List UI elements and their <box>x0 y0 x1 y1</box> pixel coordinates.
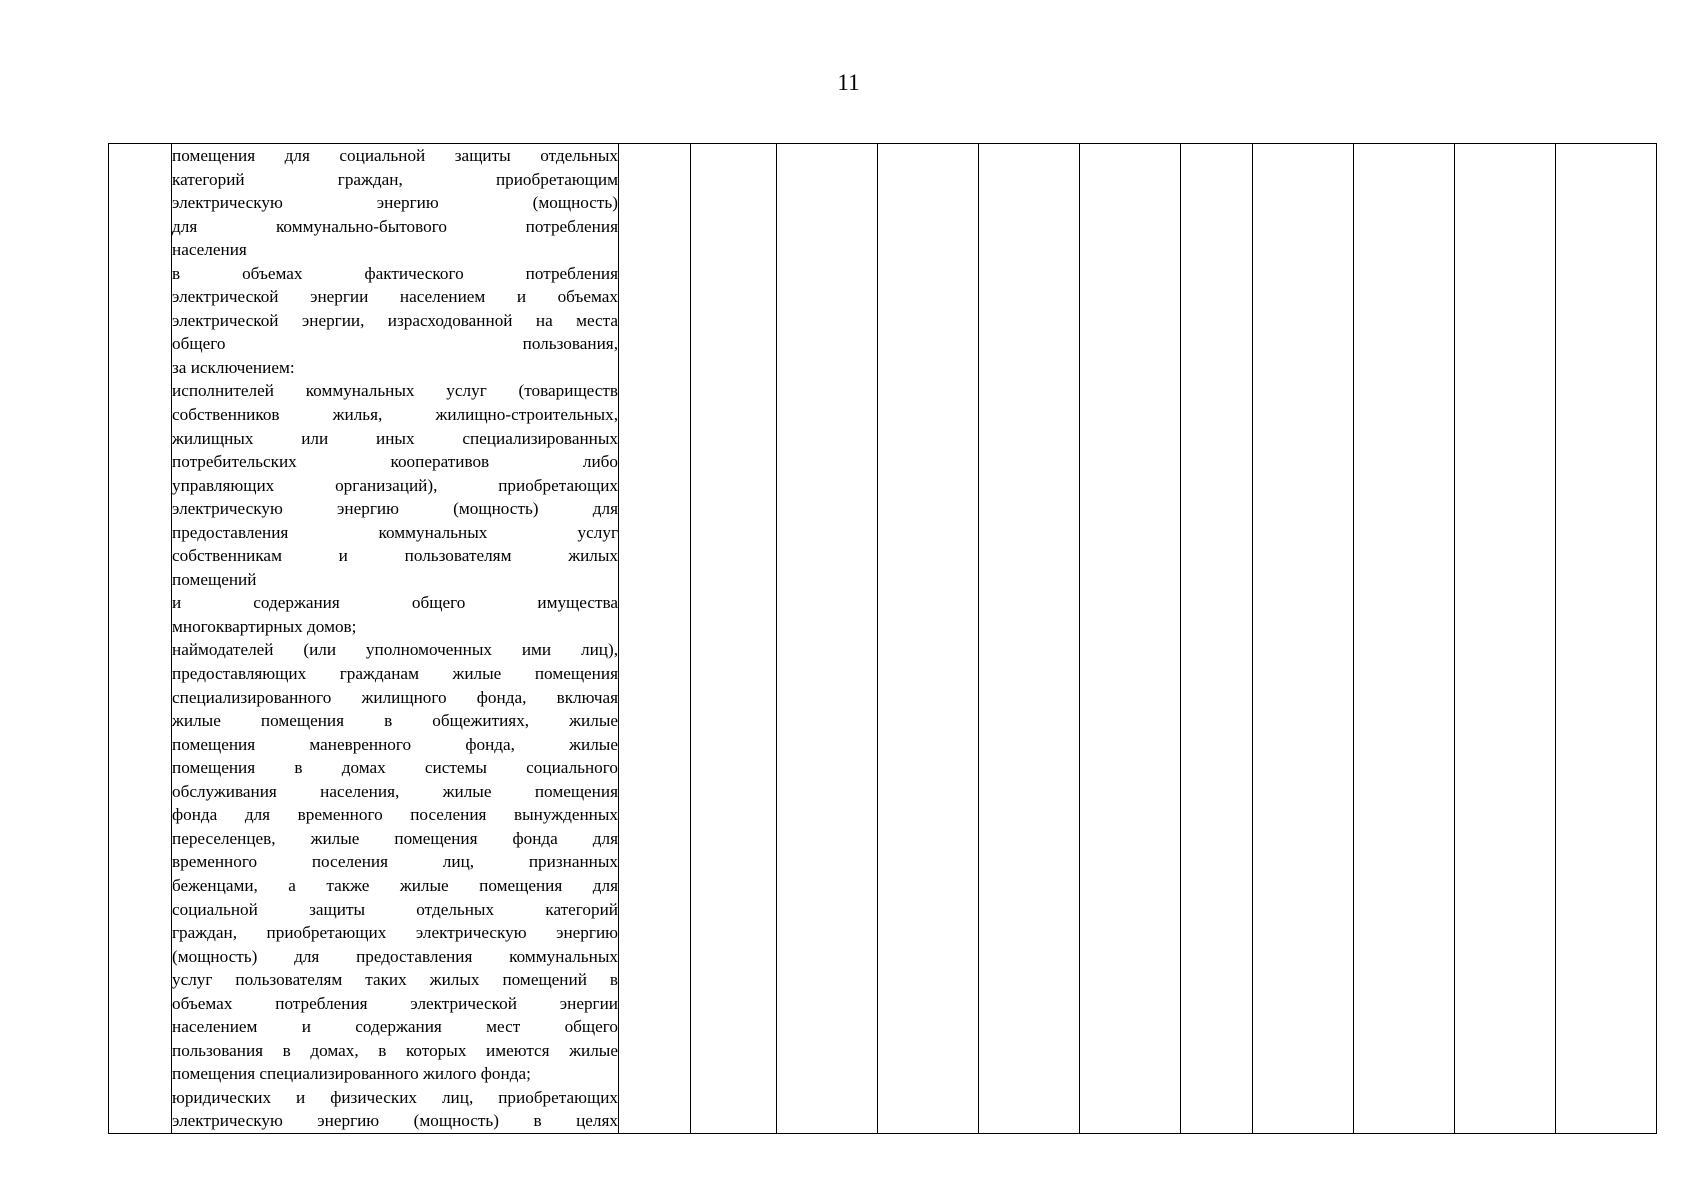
row-number-cell <box>109 144 172 1134</box>
text-line: временного поселения лиц, признанных <box>172 852 618 872</box>
text-line: исполнителей коммунальных услуг (товариществ <box>172 381 618 401</box>
text-line: электрическую энергию (мощность) <box>172 193 618 213</box>
text-line: (мощность) для предоставления коммунальных <box>172 946 618 966</box>
text-line: помещения специализированного жилого фонда; <box>172 1064 531 1084</box>
text-line: предоставляющих гражданам жилые помещения <box>172 664 618 684</box>
value-cell <box>777 144 878 1134</box>
text-line: за исключением: <box>172 357 295 377</box>
text-line: объемах потребления электрической энергии <box>172 993 618 1013</box>
text-line: фонда для временного поселения вынужденных <box>172 805 618 825</box>
text-line: электрической энергии населением и объемах <box>172 287 618 307</box>
text-line: помещения в домах системы социального <box>172 758 618 778</box>
value-cell <box>1181 144 1253 1134</box>
text-line: специализированного жилищного фонда, включая <box>172 687 618 707</box>
text-line: собственникам и пользователям жилых <box>172 546 618 566</box>
text-line: граждан, приобретающих электрическую энергию <box>172 923 618 943</box>
value-cell <box>979 144 1080 1134</box>
text-line: в объемах фактического потребления <box>172 263 618 283</box>
text-line: общего пользования, <box>172 334 618 354</box>
text-line: электрической энергии, израсходованной на места <box>172 310 618 330</box>
value-cell <box>1556 144 1657 1134</box>
text-line: помещения маневренного фонда, жилые <box>172 734 618 754</box>
text-line: для коммунально-бытового потребления <box>172 216 618 236</box>
text-line: помещения для социальной защиты отдельных <box>172 146 618 165</box>
text-line: потребительских кооперативов либо <box>172 452 618 472</box>
value-cell <box>1253 144 1354 1134</box>
value-cell <box>1455 144 1556 1134</box>
text-line: переселенцев, жилые помещения фонда для <box>172 828 618 848</box>
text-line: пользования в домах, в которых имеются жилые <box>172 1040 618 1060</box>
value-cell <box>878 144 979 1134</box>
text-line: помещений <box>172 569 257 589</box>
text-line: обслуживания населения, жилые помещения <box>172 781 618 801</box>
text-line: жилищных или иных специализированных <box>172 428 618 448</box>
text-line: собственников жилья, жилищно-строительных, <box>172 405 618 425</box>
table-row <box>109 144 1657 1134</box>
description-text <box>172 144 618 1133</box>
text-line: многоквартирных домов; <box>172 616 357 636</box>
text-line: электрическую энергию (мощность) в целях <box>172 1111 618 1131</box>
text-line: управляющих организаций), приобретающих <box>172 475 618 495</box>
text-line: и содержания общего имущества <box>172 593 618 613</box>
text-line: категорий граждан, приобретающим <box>172 169 618 189</box>
value-cell <box>1354 144 1455 1134</box>
text-line: наймодателей (или уполномоченных ими лиц), <box>172 640 618 660</box>
page-number: 11 <box>837 70 860 95</box>
text-line: жилые помещения в общежитиях, жилые <box>172 711 618 731</box>
text-line: услуг пользователям таких жилых помещений в <box>172 970 618 990</box>
text-line: социальной защиты отдельных категорий <box>172 899 618 919</box>
description-cell <box>172 144 619 1134</box>
value-cell <box>619 144 691 1134</box>
tariff-table <box>108 143 1657 1134</box>
text-line: населения <box>172 240 247 260</box>
value-cell <box>1080 144 1181 1134</box>
text-line: юридических и физических лиц, приобретающих <box>172 1087 618 1107</box>
text-line: беженцами, а также жилые помещения для <box>172 875 618 895</box>
text-line: населением и содержания мест общего <box>172 1017 618 1037</box>
value-cell <box>691 144 777 1134</box>
text-line: предоставления коммунальных услуг <box>172 522 618 542</box>
text-line: электрическую энергию (мощность) для <box>172 499 618 519</box>
